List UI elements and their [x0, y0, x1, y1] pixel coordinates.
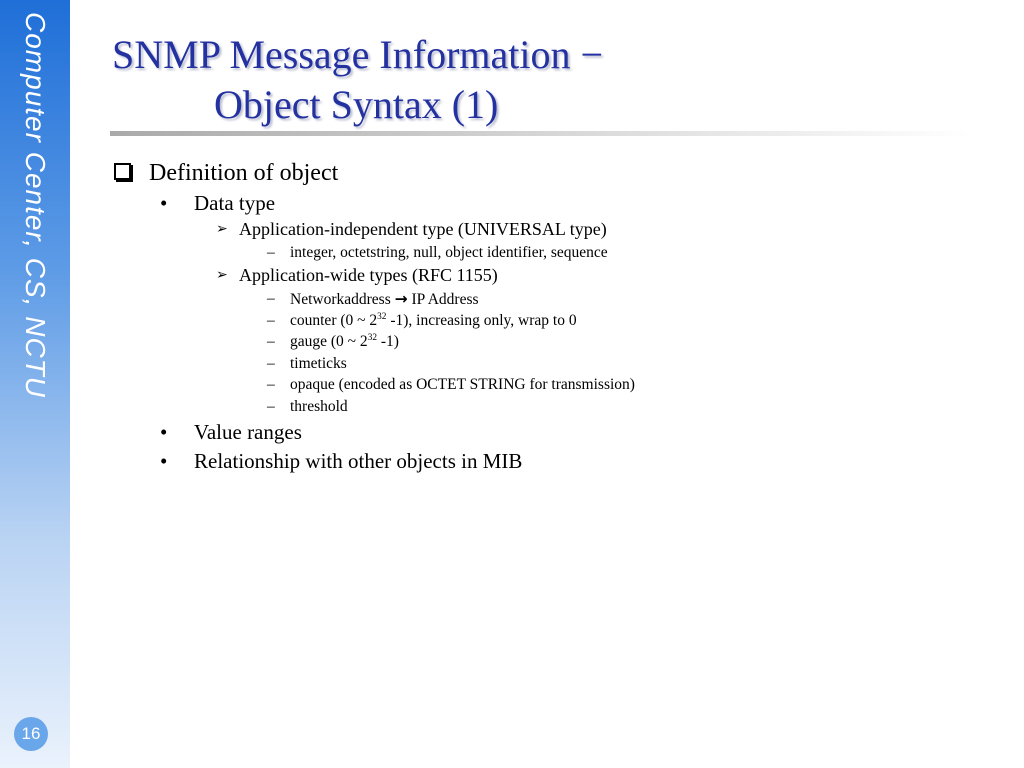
title-divider [110, 131, 970, 136]
right-arrow-icon: → [394, 290, 408, 308]
dash-icon: – [267, 312, 275, 329]
checkbox-bullet-icon [114, 163, 131, 180]
bullet-icon: • [160, 420, 168, 444]
arrow-bullet-icon: ➢ [216, 267, 228, 283]
bullet-icon: • [160, 449, 168, 473]
sidebar-label: Computer Center, CS, NCTU [20, 12, 51, 398]
title-line-2: Object Syntax (1) [214, 82, 499, 127]
arrow-bullet-icon: ➢ [216, 221, 228, 237]
dash-icon: – [267, 244, 275, 261]
bullet-icon: • [160, 191, 168, 215]
dash-icon: – [267, 355, 275, 372]
page-number-badge: 16 [14, 717, 48, 751]
title-line-1: SNMP Message Information − [112, 32, 604, 77]
dash-icon: – [267, 376, 275, 393]
dash-icon: – [267, 333, 275, 350]
sidebar [0, 0, 70, 768]
dash-icon: – [267, 398, 275, 415]
dash-icon: – [267, 290, 275, 307]
slide-title [112, 30, 603, 130]
